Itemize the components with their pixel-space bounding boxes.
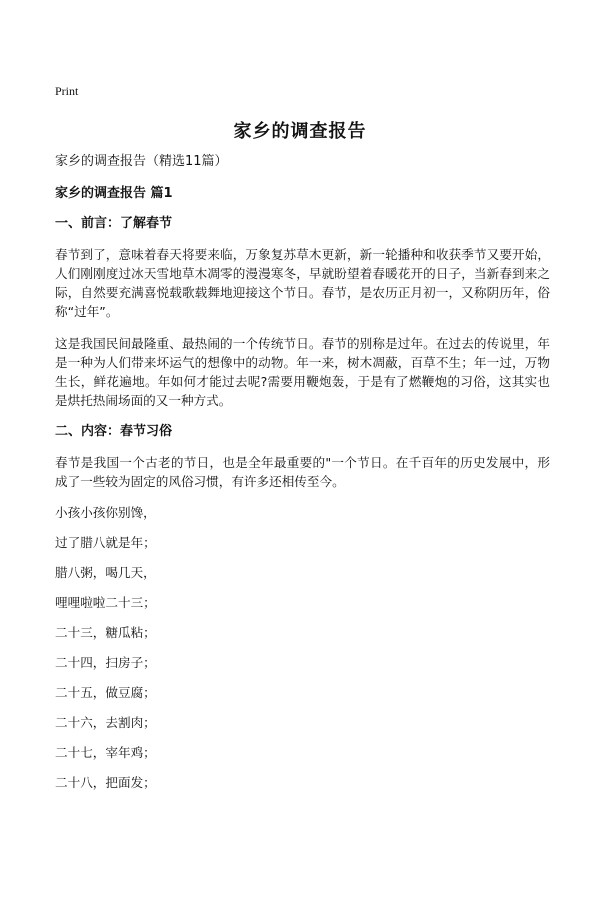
verse-line: 二十五，做豆腐；: [55, 685, 156, 700]
section-heading-content: 二、内容：春节习俗: [55, 424, 173, 439]
print-link[interactable]: Print: [55, 84, 79, 98]
paragraph: 这是我国民间最隆重、最热闹的一个传统节日。春节的别称是过年。在过去的传说里，年是一种为人们带来坏运气的想像中的动物。年一来，树木凋蔽，百草不生；年一过，万物生长，鲜花遍地。年如何才能过去呢?需要用鞭炮轰，于是有了燃鞭炮的习俗，这其实也是烘托热闹场面的又一种方式。: [55, 336, 550, 408]
document-title: 家乡的调查报告: [233, 121, 367, 142]
verse-line: 小孩小孩你别馋，: [55, 505, 156, 520]
paragraph: 春节到了，意味着春天将要来临，万象复苏草木更新，新一轮播种和收获季节又要开始，人们刚刚度过冰天雪地草木凋零的漫漫寒冬，早就盼望着春暖花开的日子，当新春到来之际，自然要充满喜悦载歌载舞地迎接这个节日。春节，是农历正月初一，又称阴历年，俗称“过年”。: [55, 247, 550, 319]
verse-line: 过了腊八就是年；: [55, 535, 156, 550]
verse-line: 二十八，把面发；: [55, 775, 156, 790]
verse-line: 腊八粥，喝几天，: [55, 565, 156, 580]
paragraph: 春节是我国一个古老的节日，也是全年最重要的"一个节日。在千百年的历史发展中，形成了一些较为固定的风俗习惯，有许多还相传至今。: [55, 455, 550, 489]
verse-line: 二十四，扫房子；: [55, 655, 156, 670]
document-subtitle: 家乡的调查报告（精选11篇）: [55, 154, 228, 169]
article-heading: 家乡的调查报告 篇1: [55, 186, 173, 201]
section-heading-preface: 一、前言：了解春节: [55, 216, 173, 231]
verse-line: 二十三，糖瓜粘；: [55, 625, 156, 640]
document-body: [55, 153, 550, 804]
verse-line: 哩哩啦啦二十三；: [55, 595, 156, 610]
verse-line: 二十六，去割肉；: [55, 715, 156, 730]
verse-line: 二十七，宰年鸡；: [55, 745, 156, 760]
